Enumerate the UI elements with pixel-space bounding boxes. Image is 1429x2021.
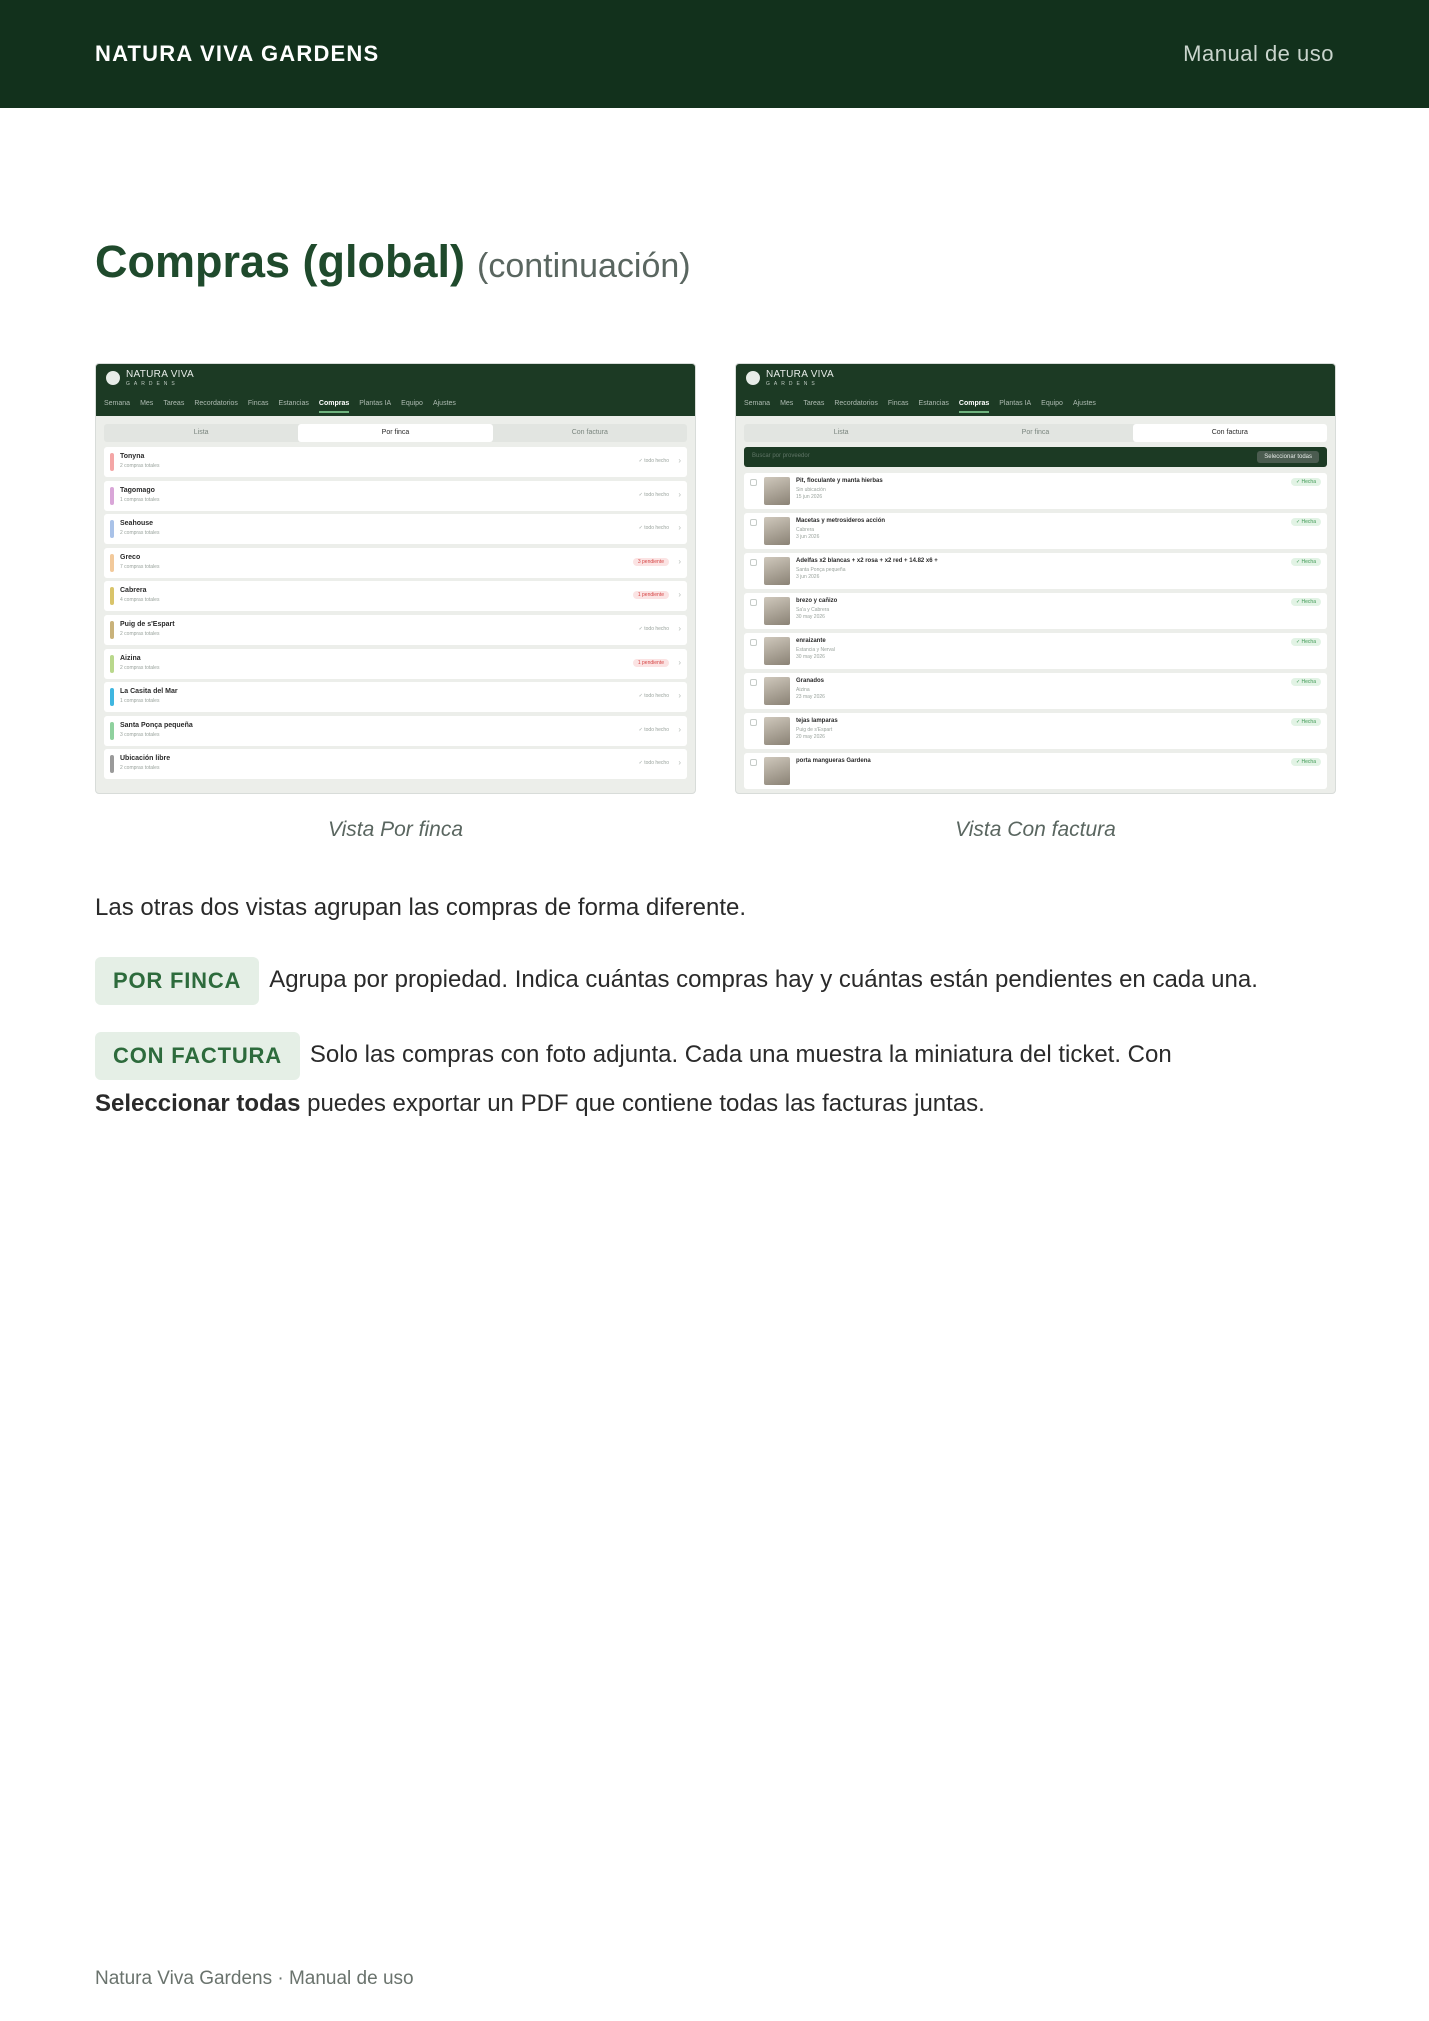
nav-item-mes[interactable]: Mes bbox=[140, 400, 154, 407]
finca-count: 1 compras totales bbox=[120, 496, 160, 503]
done-badge: ✓ Hecha bbox=[1291, 638, 1321, 646]
finca-color-bar bbox=[110, 755, 114, 773]
invoice-name: porta mangueras Gardena bbox=[796, 758, 871, 764]
chevron-right-icon: › bbox=[678, 691, 681, 701]
nav-item-estancias[interactable]: Estancias bbox=[278, 400, 309, 407]
app-name: NATURA VIVA bbox=[766, 369, 834, 380]
invoice-name: tejas lamparas bbox=[796, 718, 838, 724]
invoice-date: 30 may 2026 bbox=[796, 654, 825, 660]
con-factura-text-end: puedes exportar un PDF que contiene todas las facturas juntas. bbox=[307, 1089, 985, 1117]
select-all-button[interactable]: Seleccionar todas bbox=[1257, 451, 1319, 463]
invoice-location: Sa'a y Cabrera bbox=[796, 607, 830, 613]
finca-status-badge: ✓ todo hecho bbox=[638, 525, 669, 532]
finca-status-badge: ✓ todo hecho bbox=[638, 726, 669, 733]
finca-row[interactable] bbox=[104, 514, 687, 544]
invoice-row[interactable] bbox=[744, 753, 1327, 789]
chevron-right-icon: › bbox=[678, 758, 681, 768]
finca-name: Tonyna bbox=[120, 453, 145, 460]
page-title bbox=[95, 236, 691, 288]
finca-color-bar bbox=[110, 453, 114, 471]
finca-status-badge: 3 pendiente bbox=[633, 558, 669, 566]
nav-item-recordatorios[interactable]: Recordatorios bbox=[194, 400, 238, 407]
select-bar bbox=[744, 447, 1327, 467]
invoice-checkbox[interactable] bbox=[750, 639, 757, 646]
finca-color-bar bbox=[110, 655, 114, 673]
finca-count: 2 compras totales bbox=[120, 664, 160, 671]
invoice-location: Santa Ponça pequeña bbox=[796, 567, 846, 573]
nav-item-tareas[interactable]: Tareas bbox=[803, 400, 825, 407]
invoice-checkbox[interactable] bbox=[750, 599, 757, 606]
screenshot-por-finca bbox=[95, 363, 696, 794]
invoice-location: Aizina bbox=[796, 687, 810, 693]
invoice-name: enraizante bbox=[796, 638, 826, 644]
finca-name: Ubicación libre bbox=[120, 755, 171, 763]
nav-item-plantas-ia[interactable]: Plantas IA bbox=[359, 400, 392, 407]
ticket-thumbnail[interactable] bbox=[764, 637, 790, 665]
invoice-date: 30 may 2026 bbox=[796, 614, 825, 620]
nav-item-ajustes[interactable]: Ajustes bbox=[432, 400, 456, 407]
title-subtitle: (continuación) bbox=[477, 247, 691, 285]
finca-count: 2 compras totales bbox=[120, 765, 160, 772]
finca-color-bar bbox=[110, 487, 114, 505]
top-header bbox=[0, 0, 1429, 108]
nav-item-compras[interactable]: Compras bbox=[319, 400, 349, 413]
nav-item-equipo[interactable]: Equipo bbox=[401, 400, 423, 407]
finca-color-bar bbox=[110, 621, 114, 639]
finca-count: 4 compras totales bbox=[120, 597, 160, 604]
finca-name: La Casita del Mar bbox=[120, 688, 178, 696]
done-badge: ✓ Hecha bbox=[1291, 478, 1321, 486]
invoice-name: Macetas y metrosideros acción bbox=[796, 518, 886, 524]
finca-status-badge: ✓ todo hecho bbox=[638, 491, 669, 498]
finca-row[interactable] bbox=[104, 548, 687, 578]
app-nav bbox=[744, 400, 1096, 413]
done-badge: ✓ Hecha bbox=[1291, 518, 1321, 526]
done-badge: ✓ Hecha bbox=[1291, 678, 1321, 686]
ticket-thumbnail[interactable] bbox=[764, 477, 790, 505]
app-name: NATURA VIVA bbox=[126, 369, 194, 380]
chevron-right-icon: › bbox=[678, 489, 681, 499]
finca-status-badge: 1 pendiente bbox=[633, 659, 669, 667]
chevron-right-icon: › bbox=[678, 456, 681, 465]
invoice-location: Estancia y Nerval bbox=[796, 647, 835, 653]
ticket-thumbnail[interactable] bbox=[764, 557, 790, 585]
invoice-row[interactable] bbox=[744, 553, 1327, 589]
app-subname: GARDENS bbox=[126, 381, 179, 387]
invoice-checkbox[interactable] bbox=[750, 759, 757, 766]
finca-row[interactable] bbox=[104, 749, 687, 779]
invoice-location: Cabrera bbox=[796, 527, 815, 533]
screenshot-con-factura bbox=[735, 363, 1336, 794]
invoice-checkbox[interactable] bbox=[750, 479, 757, 486]
invoice-row[interactable] bbox=[744, 673, 1327, 709]
chevron-right-icon: › bbox=[678, 724, 681, 734]
finca-color-bar bbox=[110, 722, 114, 740]
finca-row[interactable] bbox=[104, 447, 687, 477]
ticket-thumbnail[interactable] bbox=[764, 517, 790, 545]
done-badge: ✓ Hecha bbox=[1291, 718, 1321, 726]
nav-item-fincas[interactable]: Fincas bbox=[247, 400, 269, 407]
finca-color-bar bbox=[110, 520, 114, 538]
ticket-thumbnail[interactable] bbox=[764, 597, 790, 625]
ticket-thumbnail[interactable] bbox=[764, 717, 790, 745]
nav-item-compras[interactable]: Compras bbox=[959, 400, 989, 413]
invoice-checkbox[interactable] bbox=[750, 679, 757, 686]
nav-item-ajustes[interactable]: Ajustes bbox=[1072, 400, 1096, 407]
tab-por-finca[interactable]: Por finca bbox=[298, 424, 492, 442]
finca-count: 2 compras totales bbox=[120, 630, 160, 637]
finca-row[interactable] bbox=[104, 649, 687, 679]
nav-item-equipo[interactable]: Equipo bbox=[1041, 400, 1063, 407]
chevron-right-icon: › bbox=[678, 590, 681, 600]
chevron-right-icon: › bbox=[678, 523, 681, 533]
view-switcher bbox=[744, 424, 1327, 442]
finca-status-badge: ✓ todo hecho bbox=[638, 760, 669, 767]
nav-item-estancias[interactable]: Estancias bbox=[918, 400, 949, 407]
finca-color-bar bbox=[110, 587, 114, 605]
app-nav bbox=[104, 400, 456, 413]
finca-count: 3 compras totales bbox=[120, 731, 160, 738]
invoice-row[interactable] bbox=[744, 633, 1327, 669]
done-badge: ✓ Hecha bbox=[1291, 758, 1321, 766]
invoice-checkbox[interactable] bbox=[750, 519, 757, 526]
invoice-row[interactable] bbox=[744, 473, 1327, 509]
tab-lista[interactable]: Lista bbox=[833, 429, 849, 436]
finca-name: Seahouse bbox=[120, 520, 154, 528]
finca-color-bar bbox=[110, 554, 114, 572]
search-input[interactable]: Buscar por proveedor bbox=[752, 453, 810, 459]
finca-name: Puig de s'Espart bbox=[120, 620, 175, 628]
finca-color-bar bbox=[110, 688, 114, 706]
intro-paragraph: Las otras dos vistas agrupan las compras de forma diferente. bbox=[95, 894, 746, 921]
nav-item-mes[interactable]: Mes bbox=[780, 400, 794, 407]
finca-name: Aizina bbox=[120, 654, 141, 662]
invoice-checkbox[interactable] bbox=[750, 559, 757, 566]
finca-row[interactable] bbox=[104, 581, 687, 611]
invoice-list bbox=[744, 473, 1327, 793]
chevron-right-icon: › bbox=[678, 556, 681, 566]
nav-item-fincas[interactable]: Fincas bbox=[887, 400, 909, 407]
invoice-date: 15 jun 2026 bbox=[796, 494, 823, 500]
invoice-date: 20 may 2026 bbox=[796, 734, 825, 740]
invoice-row[interactable] bbox=[744, 513, 1327, 549]
caption-por-finca: Vista Por finca bbox=[327, 818, 463, 841]
finca-row[interactable] bbox=[104, 615, 687, 645]
app-subname: GARDENS bbox=[766, 381, 819, 387]
por-finca-text: Agrupa por propiedad. Indica cuántas compras hay y cuántas están pendientes en cada una. bbox=[269, 966, 1258, 993]
chevron-right-icon: › bbox=[678, 623, 681, 633]
finca-name: Tagomago bbox=[120, 486, 155, 494]
ticket-thumbnail[interactable] bbox=[764, 757, 790, 785]
title-main: Compras (global) bbox=[95, 236, 466, 287]
con-factura-tag: CON FACTURA bbox=[95, 1032, 300, 1080]
invoice-row[interactable] bbox=[744, 593, 1327, 629]
leaf-logo-icon bbox=[746, 371, 760, 385]
tab-por-finca[interactable]: Por finca bbox=[1021, 429, 1050, 436]
con-factura-text: Solo las compras con foto adjunta. Cada una muestra la miniatura del ticket. Con bbox=[309, 1041, 1172, 1068]
finca-count: 1 compras totales bbox=[120, 698, 160, 705]
por-finca-tag: POR FINCA bbox=[95, 957, 259, 1005]
done-badge: ✓ Hecha bbox=[1291, 558, 1321, 566]
nav-item-semana[interactable]: Semana bbox=[744, 400, 771, 407]
invoice-row[interactable] bbox=[744, 713, 1327, 749]
finca-name: Santa Ponça pequeña bbox=[120, 721, 193, 729]
chevron-right-icon: › bbox=[678, 657, 681, 667]
nav-item-semana[interactable]: Semana bbox=[104, 400, 131, 407]
finca-count: 7 compras totales bbox=[120, 563, 160, 570]
app-header bbox=[96, 364, 695, 416]
finca-status-badge: ✓ todo hecho bbox=[638, 693, 669, 700]
invoice-date: 23 may 2026 bbox=[796, 694, 825, 700]
finca-name: Greco bbox=[120, 553, 141, 561]
leaf-logo-icon bbox=[106, 371, 120, 385]
tab-con-factura[interactable]: Con factura bbox=[1133, 424, 1327, 442]
page-footer: Natura Viva Gardens · Manual de uso bbox=[95, 1968, 414, 1989]
brand-name: NATURA VIVA GARDENS bbox=[95, 41, 380, 66]
app-header bbox=[736, 364, 1335, 416]
finca-row[interactable] bbox=[104, 481, 687, 511]
con-factura-paragraph bbox=[95, 1031, 1335, 1127]
finca-name: Cabrera bbox=[120, 587, 147, 595]
invoice-date: 3 jun 2026 bbox=[796, 534, 820, 540]
finca-count: 2 compras totales bbox=[120, 463, 160, 469]
finca-status-badge: 1 pendiente bbox=[633, 591, 669, 599]
finca-row[interactable] bbox=[104, 716, 687, 746]
done-badge: ✓ Hecha bbox=[1291, 598, 1321, 606]
por-finca-paragraph bbox=[95, 956, 1335, 1005]
nav-item-plantas-ia[interactable]: Plantas IA bbox=[999, 400, 1032, 407]
manual-link[interactable]: Manual de uso bbox=[1183, 41, 1334, 66]
caption-con-factura: Vista Con factura bbox=[955, 818, 1116, 841]
invoice-name: Pit, floculante y manta hierbas bbox=[796, 478, 883, 484]
invoice-name: Granados bbox=[796, 678, 825, 684]
nav-item-tareas[interactable]: Tareas bbox=[163, 400, 185, 407]
tab-con-factura[interactable]: Con factura bbox=[571, 429, 608, 436]
select-all-term: Seleccionar todas bbox=[95, 1089, 301, 1117]
invoice-name: Adelfas x2 blancas + x2 rosa + x2 red + 14.82 x6 + bbox=[796, 558, 938, 564]
ticket-thumbnail[interactable] bbox=[764, 677, 790, 705]
invoice-checkbox[interactable] bbox=[750, 719, 757, 726]
invoice-name: brezo y cañizo bbox=[796, 598, 838, 604]
view-switcher bbox=[104, 424, 687, 442]
invoice-location: Sin ubicación bbox=[796, 487, 826, 493]
tab-lista[interactable]: Lista bbox=[193, 429, 209, 436]
finca-list bbox=[104, 447, 687, 783]
finca-row[interactable] bbox=[104, 682, 687, 712]
finca-count: 2 compras totales bbox=[120, 530, 160, 537]
finca-status-badge: ✓ todo hecho bbox=[638, 625, 669, 632]
invoice-location: Puig de s'Espart bbox=[796, 727, 833, 733]
invoice-date: 3 jun 2026 bbox=[796, 574, 820, 580]
nav-item-recordatorios[interactable]: Recordatorios bbox=[834, 400, 878, 407]
finca-status-badge: ✓ todo hecho bbox=[638, 458, 669, 464]
